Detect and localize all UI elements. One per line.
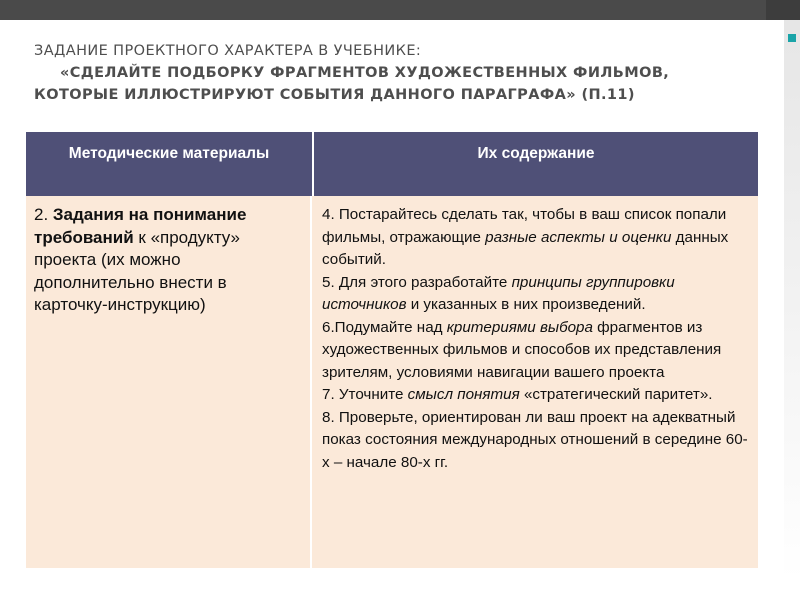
item7-text-end: «стратегический паритет». [519, 386, 713, 403]
item8-text: 8. Проверьте, ориентирован ли ваш проект на адекватный показ состояния международных отношений в середине 60-х – начале 80-х гг. [322, 408, 748, 471]
left-rest: к «продукту» проекта (их можно дополнительно внести в карточку-инструкцию) [34, 227, 240, 314]
header-content: Их содержание [477, 145, 595, 162]
left-prefix: 2. [34, 205, 53, 224]
accent-square-icon [788, 34, 796, 42]
header-methodical-materials: Методические материалы [26, 132, 314, 196]
title-line-3: КОТОРЫЕ ИЛЛЮСТРИРУЮТ СОБЫТИЯ ДАННОГО ПАРАГРАФА» (П.11) [34, 87, 635, 103]
item6-text: 6.Подумайте над [322, 318, 447, 336]
top-bar [0, 0, 800, 20]
table-row [26, 196, 758, 568]
right-cell [314, 196, 758, 568]
item7-italic: смысл понятия [407, 386, 520, 403]
item6-text-end: фрагментов из художественных фильмов и способов их представления зрителям, условиями навигации вашего проекта [322, 318, 722, 381]
top-bar-accent [766, 0, 800, 20]
table-header-row [26, 132, 758, 196]
item4-italic: разные аспекты и оценки [485, 228, 672, 246]
item4-text: 4. Постарайтесь сделать так, чтобы в ваш список попали фильмы, отражающие [322, 206, 727, 246]
title-line-2: «СДЕЛАЙТЕ ПОДБОРКУ ФРАГМЕНТОВ ХУДОЖЕСТВЕННЫХ ФИЛЬМОВ, [60, 65, 670, 81]
item5-text-end: и указанных в них произведений. [406, 296, 646, 313]
left-bold: Задания на понимание требований [34, 205, 247, 247]
item6-italic: критериями выбора [446, 318, 593, 336]
item5-text: 5. Для этого разработайте [322, 273, 512, 291]
item7-text: 7. Уточните [322, 386, 408, 403]
slide-title [34, 40, 764, 106]
title-line-1: ЗАДАНИЕ ПРОЕКТНОГО ХАРАКТЕРА В УЧЕБНИКЕ: [34, 43, 422, 59]
left-cell [26, 196, 312, 568]
item4-text-end: данных событий. [322, 228, 729, 268]
item5-italic: принципы группировки источников [322, 273, 675, 313]
side-strip [784, 20, 800, 580]
